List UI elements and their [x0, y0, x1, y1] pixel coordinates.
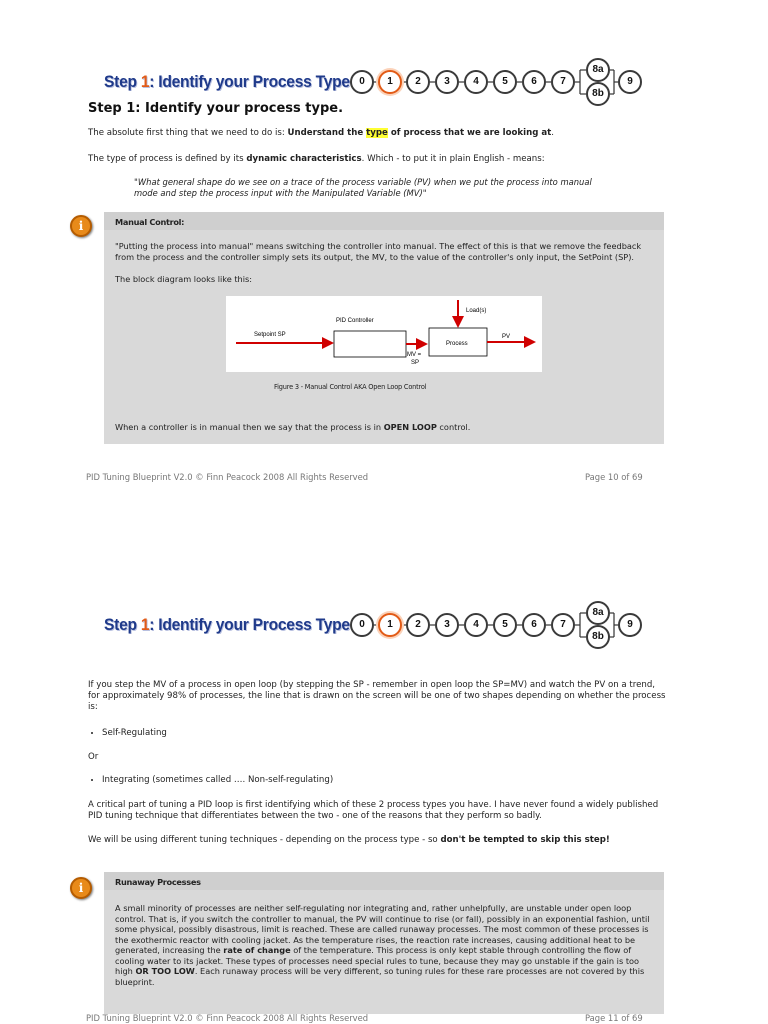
- step-node-2: 2: [406, 613, 430, 637]
- paragraph-intro: The absolute first thing that we need to do is: Understand the type of process that we are looking at.: [88, 128, 554, 138]
- note-box-header: [104, 212, 664, 230]
- step-node-0: 0: [350, 70, 374, 94]
- step-node-8b: 8b: [586, 625, 610, 649]
- footer-page-number: Page 10 of 69: [585, 472, 643, 482]
- paragraph-skip: We will be using different tuning techniques - depending on the process type - so don't be tempted to skip this step!: [88, 835, 610, 845]
- note-box-text: A small minority of processes are neither self-regulating nor integrating and, rather unhelpfully, are unstable under open loop control. That is, if you switch the controller to manual, the PV will continue to rise (or fall), possibly in an exponential fashion, until some physical, possibly disastrous, limit is reached. These are called runaway processes. The most common of these processes is the exothermic reactor with cooling jacket. As the temperature rises, the reaction rate increases, causing additional heat to be generated, increasing the rate of change of the temperature. This process is only kept stable through controlling the flow of cooling water to its jacket. These types of processes need special rules to tune, because they may go unstable if the gain is too high OR TOO LOW. Each runaway process will be very different, so tuning rules for these rare processes are not covered by this blueprint.: [115, 903, 650, 987]
- step-navigator: [350, 58, 650, 108]
- load-label: Load(s): [466, 308, 487, 314]
- paragraph-dynamic: The type of process is defined by its dynamic characteristics. Which - to put it in plain English - means:: [88, 154, 545, 164]
- step-node-8a: 8a: [586, 58, 610, 82]
- info-icon: i: [70, 215, 92, 237]
- step-node-5: 5: [493, 70, 517, 94]
- paragraph-critical: A critical part of tuning a PID loop is first identifying which of these 2 process types you have. I have never found a widely published PID tuning technique that differentiates between the two - one of the reasons that they perform so badly.: [88, 800, 659, 821]
- step-node-1: 1: [378, 70, 402, 94]
- step-node-6: 6: [522, 613, 546, 637]
- footer-copyright: PID Tuning Blueprint V2.0 © Finn Peacock 2008 All Rights Reserved: [86, 472, 369, 482]
- note-box-text: When a controller is in manual then we say that the process is in OPEN LOOP control.: [115, 422, 471, 432]
- note-box-title: Runaway Processes: [115, 877, 201, 887]
- note-box-runaway: [104, 872, 664, 1014]
- step-node-7: 7: [551, 613, 575, 637]
- bullet-list: [88, 775, 333, 786]
- step-navigator: [350, 601, 650, 651]
- info-icon: i: [70, 877, 92, 899]
- page-header-title: Step 1: Identify your Process Type: [104, 615, 350, 634]
- quote-text: "What general shape do we see on a trace of the process variable (PV) when we put the process into manual mode and step the process input with the Manipulated Variable (MV)": [134, 177, 592, 198]
- step-node-4: 4: [464, 70, 488, 94]
- pv-label: PV: [502, 334, 511, 340]
- list-item: • Self-Regulating: [102, 728, 167, 739]
- step-node-6: 6: [522, 70, 546, 94]
- or-text: Or: [88, 752, 99, 762]
- mv-label: MV =: [407, 352, 422, 358]
- footer-copyright: PID Tuning Blueprint V2.0 © Finn Peacock 2008 All Rights Reserved: [86, 1013, 369, 1023]
- list-item: • Integrating (sometimes called …. Non-self-regulating): [102, 775, 333, 786]
- step-node-2: 2: [406, 70, 430, 94]
- step-node-8a: 8a: [586, 601, 610, 625]
- note-box-text: "Putting the process into manual" means switching the controller into manual. The effect of this is that we remove the feedback from the process and the controller simply sets its output, the MV, to the value of the controller's only input, the SetPoint (SP).: [115, 241, 642, 262]
- block-diagram: [226, 296, 542, 372]
- page-header-title: Step 1: Identify your Process Type: [104, 72, 350, 91]
- block-diagram-svg: [226, 296, 542, 372]
- paragraph-open-loop: If you step the MV of a process in open loop (by stepping the SP - remember in open loop the SP=MV) and watch the PV on a trend, for approximately 98% of processes, the line that is drawn on the screen will be one of two shapes depending on whether the process is:: [88, 680, 666, 712]
- step-node-1: 1: [378, 613, 402, 637]
- figure-caption: Figure 3 - Manual Control AKA Open Loop Control: [274, 383, 427, 391]
- process-label: Process: [446, 341, 468, 347]
- pid-controller-block: [334, 331, 406, 357]
- step-node-5: 5: [493, 613, 517, 637]
- step-node-9: 9: [618, 613, 642, 637]
- section-heading: Step 1: Identify your process type.: [88, 101, 344, 116]
- note-box-manual-control: [104, 212, 664, 444]
- bullet-list: [88, 728, 167, 739]
- step-node-3: 3: [435, 70, 459, 94]
- sp-label: SP: [411, 360, 420, 366]
- step-node-4: 4: [464, 613, 488, 637]
- step-node-8b: 8b: [586, 82, 610, 106]
- note-box-text: The block diagram looks like this:: [115, 274, 253, 284]
- note-box-title: Manual Control:: [115, 217, 185, 227]
- setpoint-label: Setpoint SP: [254, 332, 286, 338]
- step-node-0: 0: [350, 613, 374, 637]
- step-node-9: 9: [618, 70, 642, 94]
- pid-label: PID Controller: [336, 318, 374, 324]
- step-node-3: 3: [435, 613, 459, 637]
- step-node-7: 7: [551, 70, 575, 94]
- footer-page-number: Page 11 of 69: [585, 1013, 643, 1023]
